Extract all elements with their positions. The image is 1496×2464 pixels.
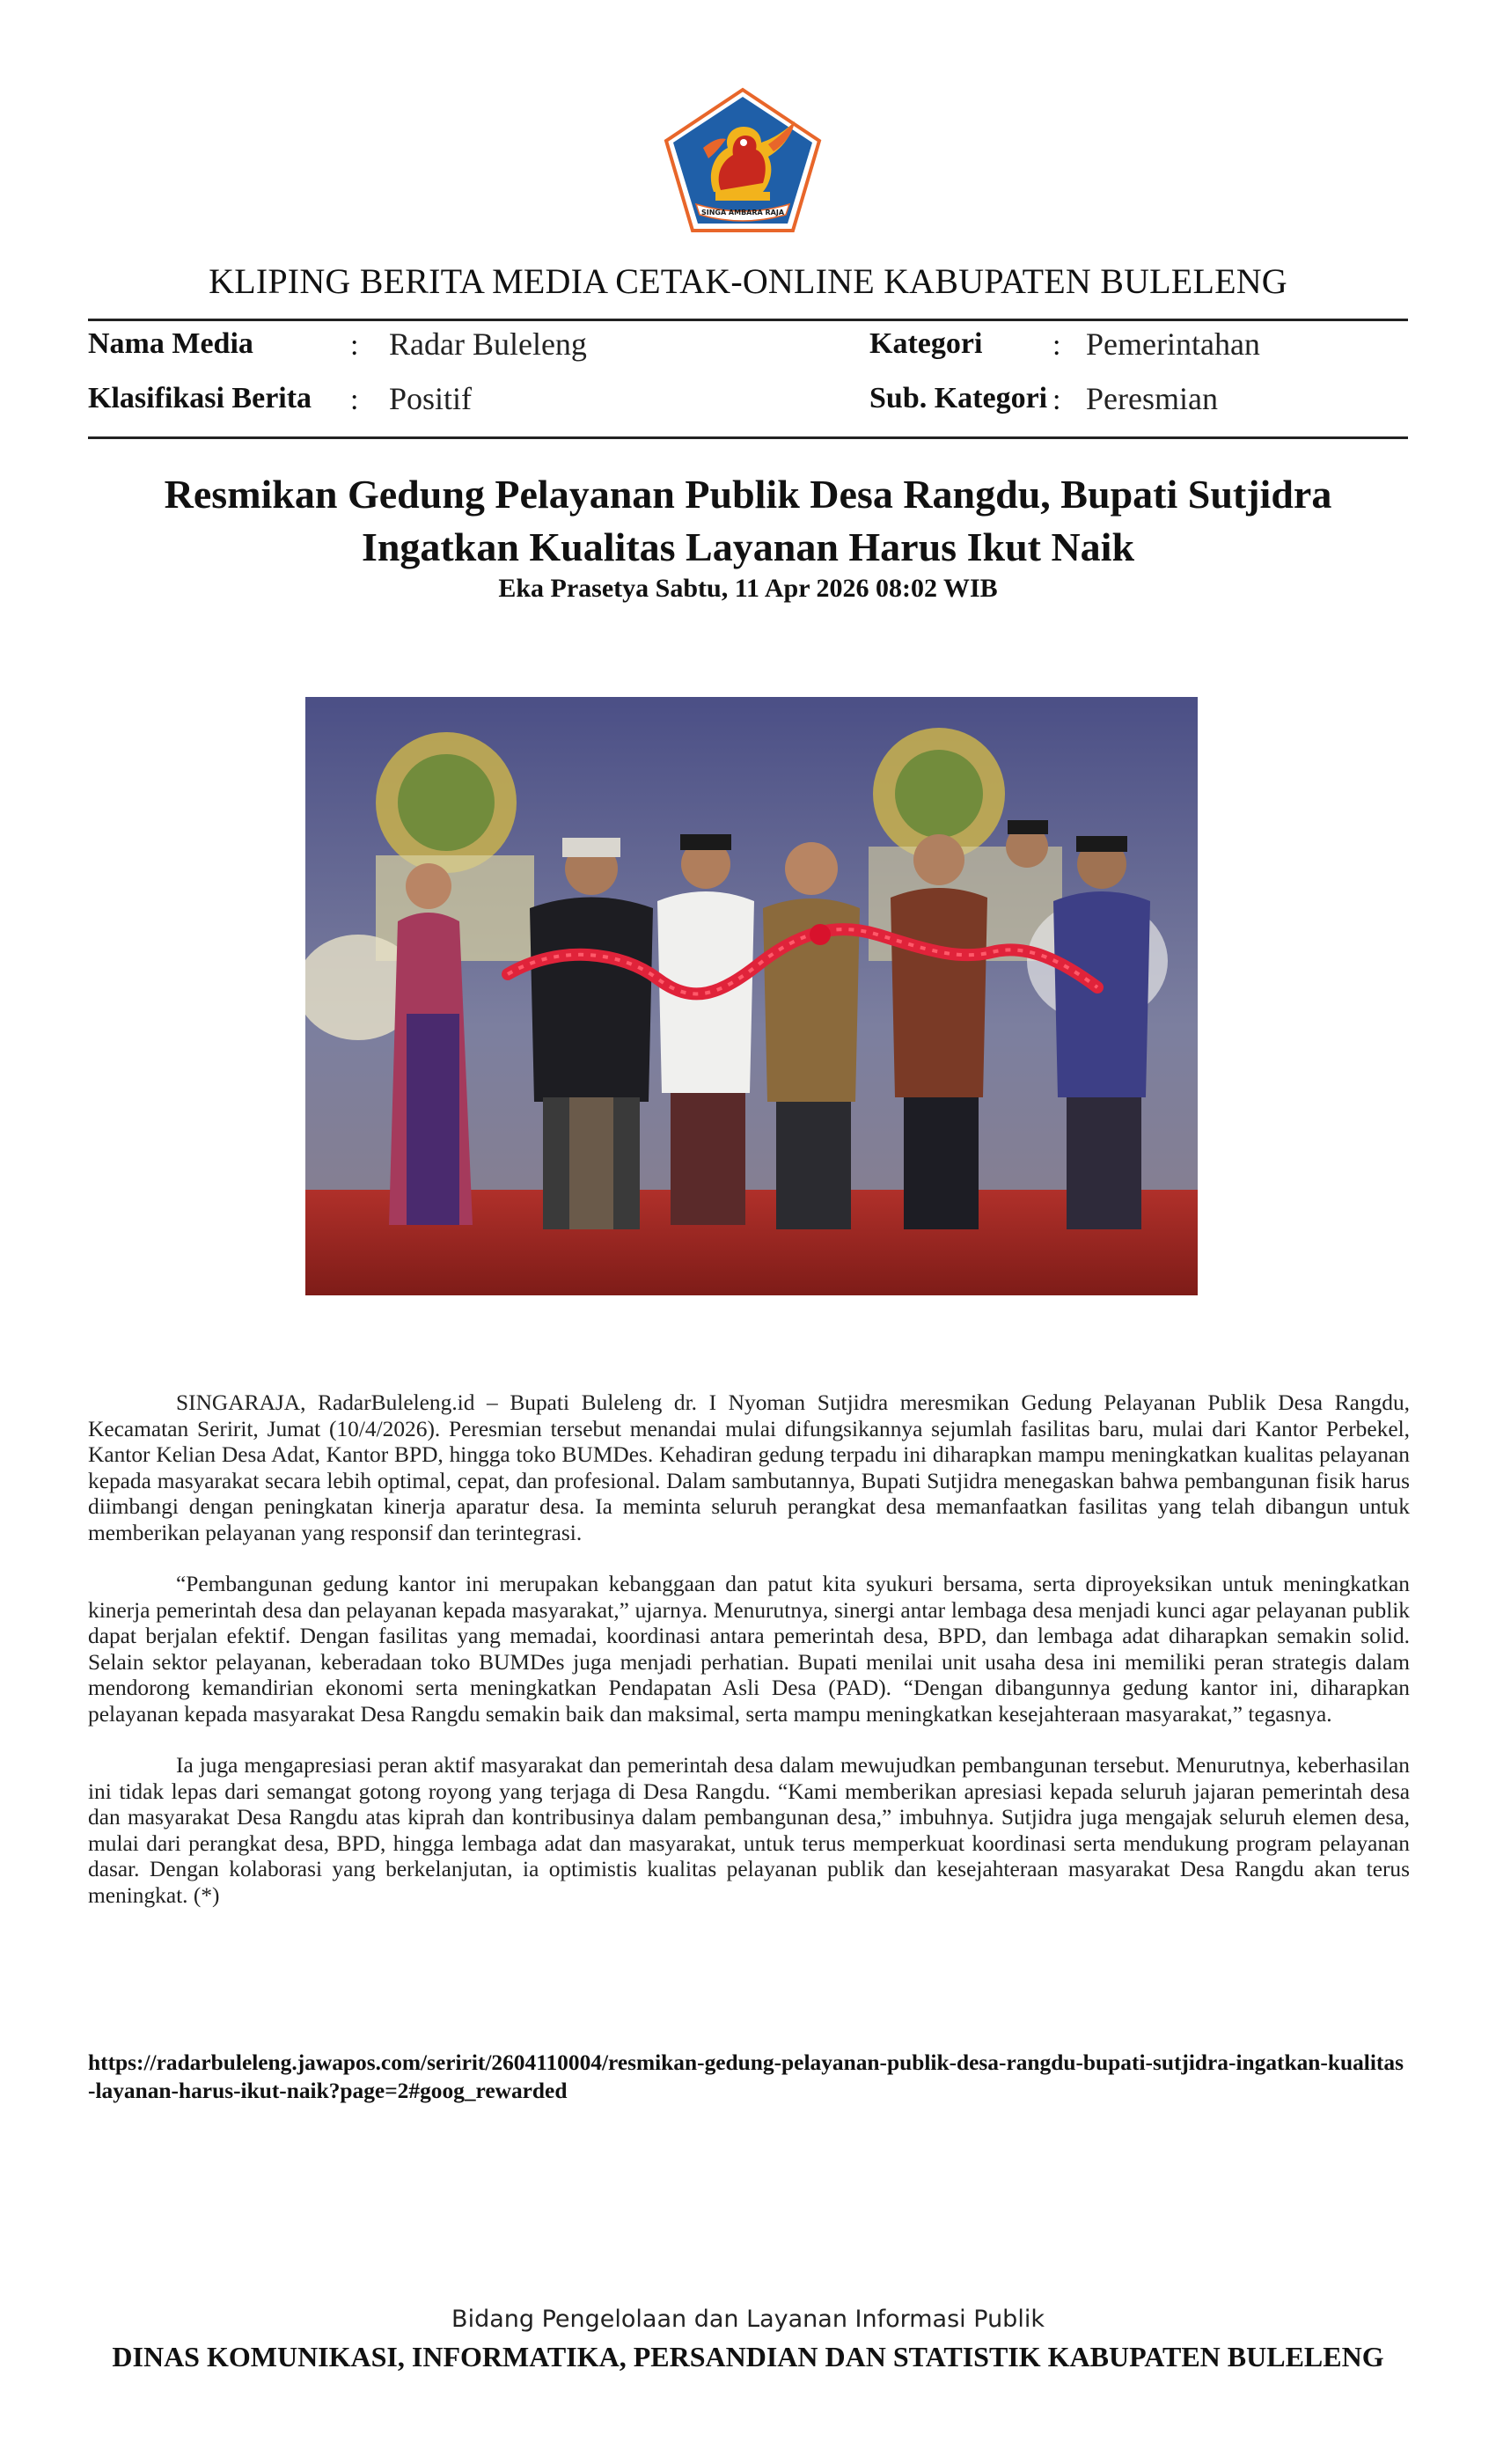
article-byline: Eka Prasetya Sabtu, 11 Apr 2026 08:02 WIB [498, 574, 998, 603]
header-top-divider [88, 319, 1408, 321]
svg-text:SINGA AMBARA RAJA: SINGA AMBARA RAJA [700, 209, 785, 216]
klasifikasi-colon: : [350, 384, 359, 416]
media-value: Radar Buleleng [389, 326, 587, 362]
article-paragraph-2: “Pembangunan gedung kantor ini merupakan kebanggaan dan patut kita syukuri bersama, serta diproyeksikan untuk meningkatkan kinerja pemerintah desa dan pelayanan kepada masyarakat,” ujarnya. Menurutnya, sinergi antar lembaga desa menjadi kunci agar pelayanan publik dapat berjalan efektif. Dengan fasilitas yang memadai, koordinasi antara pemerintah desa, BPD, dan lembaga adat diharapkan semakin solid. Selain sektor pelayanan, keberadaan toko BUMDes juga menjadi perhatian. Bupati menilai unit usaha desa ini memiliki peran strategis dalam mendorong kemandirian ekonomi serta meningkatkan Pendapatan Asli Desa (PAD). “Dengan dibangunnya gedung kantor ini, diharapkan pelayanan kepada masyarakat Desa Rangdu semakin baik dan maksimal, serta mampu meningkatkan kesejahteraan masyarakat,” tegasnya. [88, 1572, 1410, 1727]
subkategori-colon: : [1052, 384, 1061, 416]
header-bottom-divider [88, 436, 1408, 439]
document-title: KLIPING BERITA MEDIA CETAK-ONLINE KABUPATEN BULELENG [209, 261, 1287, 301]
ribbon-cutting-photo [305, 697, 1198, 1295]
footer-agency: DINAS KOMUNIKASI, INFORMATIKA, PERSANDIAN DAN STATISTIK KABUPATEN BULELENG [112, 2341, 1384, 2372]
media-label: Nama Media [88, 327, 253, 360]
subkategori-label: Sub. Kategori [869, 382, 1048, 414]
headline-line-2: Ingatkan Kualitas Layanan Harus Ikut Naik [361, 524, 1135, 569]
media-colon: : [350, 329, 359, 362]
article-paragraph-1: SINGARAJA, RadarBuleleng.id – Bupati Buleleng dr. I Nyoman Sutjidra meresmikan Gedung Pelayanan Publik Desa Rangdu, Kecamatan Seririt, Jumat (10/4/2026). Peresmian tersebut menandai mulai difungsikannya sejumlah fasilitas baru, mulai dari Kantor Perbekel, Kantor Kelian Desa Adat, Kantor BPD, hingga toko BUMDes. Kehadiran gedung terpadu ini diharapkan mampu meningkatkan kualitas pelayanan kepada masyarakat secara lebih optimal, cepat, dan profesional. Dalam sambutannya, Bupati Sutjidra menegaskan bahwa pembangunan fisik harus diimbangi dengan peningkatan kinerja aparatur desa. Ia meminta seluruh perangkat desa memanfaatkan fasilitas yang telah dibangun untuk memberikan pelayanan yang responsif dan terintegrasi. [88, 1390, 1410, 1545]
article-body [88, 1390, 1410, 1934]
kategori-label: Kategori [869, 327, 983, 360]
article-headline [88, 468, 1408, 574]
footer-unit: Bidang Pengelolaan dan Layanan Informasi Publik [451, 2306, 1045, 2333]
headline-line-1: Resmikan Gedung Pelayanan Publik Desa Rangdu, Bupati Sutjidra [164, 472, 1332, 517]
article-paragraph-3: Ia juga mengapresiasi peran aktif masyarakat dan pemerintah desa dalam mewujudkan pembangunan tersebut. Menurutnya, keberhasilan ini tidak lepas dari semangat gotong royong yang terjaga di Desa Rangdu. “Kami memberikan apresiasi kepada seluruh jajaran pemerintah desa dan masyarakat Desa Rangdu atas kiprah dan kontribusinya dalam pembangunan desa,” imbuhnya. Sutjidra juga mengajak seluruh elemen desa, mulai dari perangkat desa, BPD, hingga lembaga adat dan masyarakat, untuk terus memperkuat koordinasi serta mendukung program pelayanan dasar. Dengan kolaborasi yang berkelanjutan, ia optimistis kualitas pelayanan publik dan kesejahteraan masyarakat Desa Rangdu akan terus meningkat. (*) [88, 1753, 1410, 1908]
source-url-link[interactable]: https://radarbuleleng.jawapos.com/seririt/2604110004/resmikan-gedung-pelayanan-publik-desa-rangdu-bupati-sutjidra-ingatkan-kualitas-layanan-harus-ikut-naik?page=2#goog_rewarded [88, 2050, 1404, 2103]
kategori-colon: : [1052, 329, 1061, 362]
klasifikasi-value: Positif [389, 381, 473, 416]
subkategori-value: Peresmian [1086, 381, 1218, 416]
kategori-value: Pemerintahan [1086, 326, 1260, 362]
singa-ambara-raja-emblem-icon [663, 86, 823, 234]
klasifikasi-label: Klasifikasi Berita [88, 382, 312, 414]
